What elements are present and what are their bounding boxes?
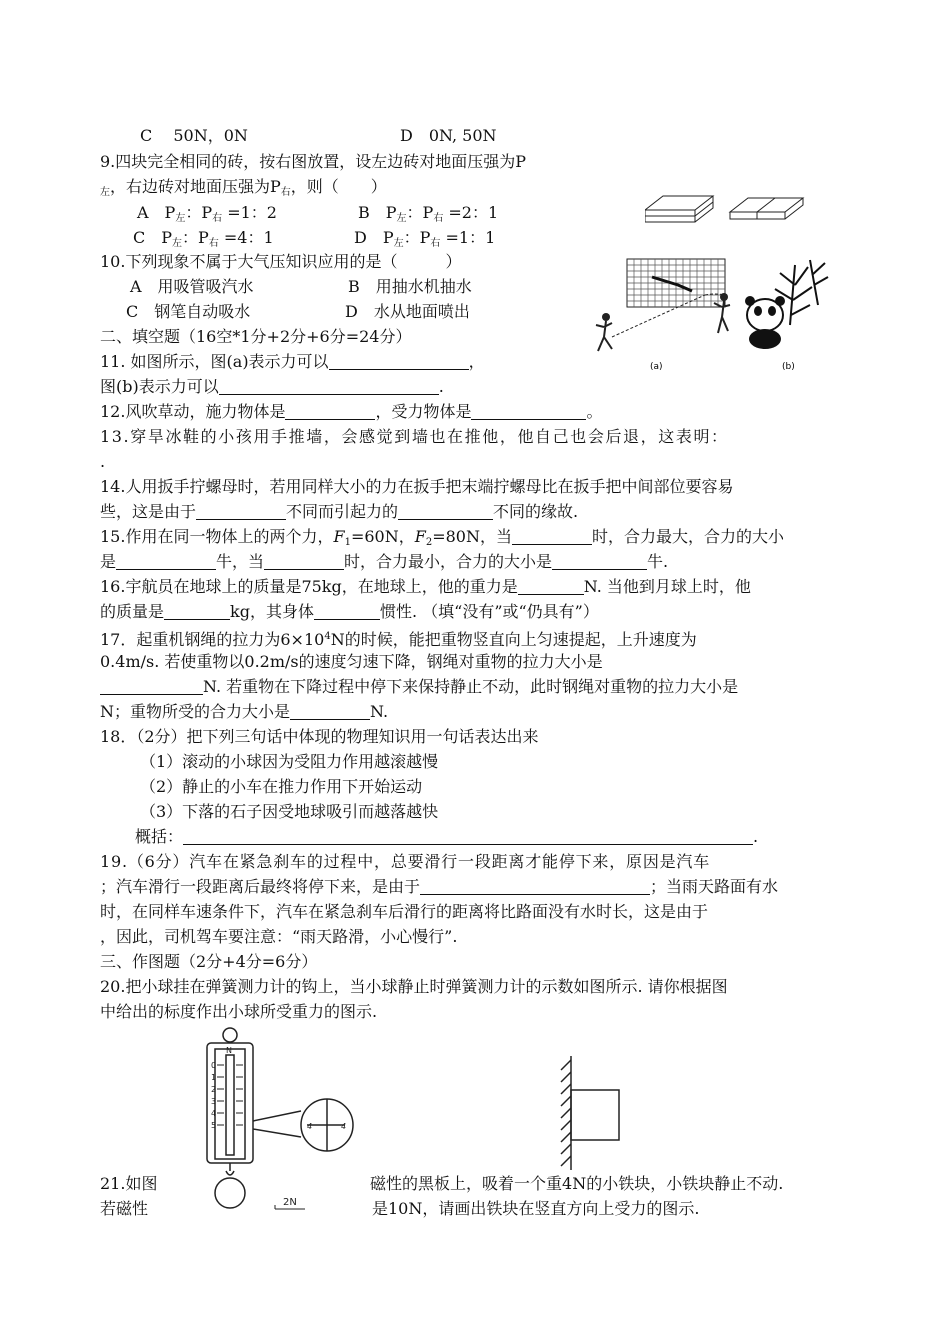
q19-line2: ；汽车滑行一段距离后最终将停下来，是由于 ；当雨天路面有水 [100,877,779,896]
q17-line1: 17．起重机钢绳的拉力为$6\times 10^4N$的时候，能把重物竖直向上匀速提起，上升速度为 [100,630,697,649]
q11-line2: 图(b)表示力可以 . [100,377,444,396]
q15-blank-a[interactable] [512,528,592,545]
force-figure [590,255,840,375]
q12: 12.风吹草动，施力物体是 ，受力物体是 。 [100,402,603,421]
q11-blank-a[interactable] [329,353,469,370]
section-3-heading: 三、作图题（2分+4分=6分） [100,952,318,971]
q21-line1-start: 21.如图 [100,1174,158,1193]
q15-blank-b[interactable] [116,553,216,570]
q9-stem-line2: $_左$，右边砖对地面压强为$P_右$，则（ ） [100,177,387,198]
magnifier-label-left: 4 [307,1122,313,1131]
q20-line2: 中给出的标度作出小球所受重力的图示. [100,1002,378,1021]
q16-blank-b[interactable] [164,603,230,620]
q13-line2: . [100,452,106,471]
q12-blank-a[interactable] [285,403,375,420]
q12-blank-b[interactable] [471,403,586,420]
q15-line1: 15.作用在同一物体上的两个力，$F_1=60N$，$F_2=80N$，当 时，合力最大，合力的大小 [100,527,784,548]
q14-blank-b[interactable] [398,503,493,520]
q14-blank-a[interactable] [196,503,286,520]
q19-line3: 时，在同样车速条件下，汽车在紧急刹车后滑行的距离将比路面没有水时长，这是由于 [100,902,709,921]
q10-option-a: A 用吸管吸汽水 [130,277,254,296]
fig-label-a: (a) [650,362,663,372]
q14-line1: 14.人用扳手拧螺母时，若用同样大小的力在扳手把末端拧螺母比在扳手把中间部位要容易 [100,477,734,496]
gauge-tick-2: 2 [211,1085,217,1094]
q17-line3: N. 若重物在下降过程中停下来保持静止不动，此时钢绳对重物的拉力大小是 [100,676,738,698]
q20-line1: 20.把小球挂在弹簧测力计的钩上，当小球静止时弹簧测力计的示数如图所示. 请你根据图 [100,977,728,996]
q18-stem: 18．（2分）把下列三句话中体现的物理知识用一句话表达出来 [100,727,539,746]
q17-blank-a[interactable] [100,678,203,695]
q10-option-c: C 钢笔自动吸水 [126,302,251,321]
section-2-heading: 二、填空题（16空*1分+2分+6分=24分） [100,327,412,346]
magnetic-board-figure [545,1050,625,1175]
gauge-unit-label: N [226,1046,232,1055]
q10-option-d: D 水从地面喷出 [345,302,470,321]
q18-blank[interactable] [183,828,753,845]
q10-stem: 10.下列现象不属于大气压知识应用的是（ ） [100,252,462,271]
q19-line1: 19.（6分）汽车在紧急刹车的过程中，总要滑行一段距离才能停下来，原因是汽车 [100,852,711,871]
q9-stem: 9.四块完全相同的砖，按右图放置，设左边砖对地面压强为P [100,152,527,171]
spring-scale-figure [195,1025,370,1215]
q21-line2-start: 若磁性 [100,1199,149,1218]
q9-option-d: D $P_左$：$P_右 =1$：1 [354,228,496,249]
q16-blank-c[interactable] [314,603,380,620]
q19-line4: ，因此，司机驾车要注意：“雨天路滑，小心慢行”. [100,927,458,946]
magnifier-label-right: 4 [341,1122,347,1131]
q21-line1-mid: 磁性的黑板上，吸着一个重4N的小铁块，小铁块静止不动. [370,1174,784,1193]
gauge-tick-1: 1 [211,1073,217,1082]
fig-label-b: (b) [782,362,795,372]
q14-line2: 些，这是由于 不同而引起力的 不同的缘故. [100,502,579,521]
q15-blank-c[interactable] [264,553,344,570]
q9-option-c: C $P_左$：$P_右 =4$：1 [133,228,274,249]
q21-line2-end: 是10N，请画出铁块在竖直方向上受力的图示. [372,1199,700,1218]
q19-blank[interactable] [420,878,650,895]
q11-blank-b[interactable] [219,378,439,395]
brick-figure [645,188,820,238]
q9-option-a: A $P_左$：$P_右 =1$：2 [137,203,277,224]
gauge-tick-5: 5 [211,1121,217,1130]
q15-line2: 是 牛，当 时，合力最小，合力的大小是 牛. [100,552,669,571]
q16-line2: 的质量是 kg，其身体 惯性. （填“没有”或“仍具有”） [100,602,599,621]
q17-line2: 0.4m/s. 若使重物以0.2m/s的速度匀速下降，钢绳对重物的拉力大小是 [100,652,603,671]
q16-blank-a[interactable] [518,578,584,595]
q8-option-d: D 0N, 50N [400,126,497,145]
gauge-tick-0: 0 [211,1061,217,1070]
q10-option-b: B 用抽水机抽水 [348,277,472,296]
q13-line1: 13.穿旱冰鞋的小孩用手推墙，会感觉到墙也在推他，他自己也会后退，这表明： [100,427,729,446]
q18-sentence-2: （2）静止的小车在推力作用下开始运动 [140,777,423,796]
gauge-tick-3: 3 [211,1097,217,1106]
scale-label: 2N [283,1197,297,1208]
q9-option-b: B $P_左$：$P_右 =2$：1 [358,203,499,224]
gauge-tick-4: 4 [211,1109,217,1118]
q17-line4: N；重物所受的合力大小是 N. [100,702,389,721]
q18-sentence-1: （1）滚动的小球因为受阻力作用越滚越慢 [140,752,439,771]
q18-sentence-3: （3）下落的石子因受地球吸引而越落越快 [140,802,439,821]
q8-option-c: C 50N，0N [140,126,248,145]
q11-line1: 11. 如图所示，图(a)表示力可以 ， [100,352,485,371]
q18-summary: 概括： . [135,827,759,846]
q15-blank-d[interactable] [552,553,647,570]
q17-blank-b[interactable] [290,703,370,720]
q16-line1: 16.宇航员在地球上的质量是75kg，在地球上，他的重力是 N. 当他到月球上时，他 [100,577,751,596]
